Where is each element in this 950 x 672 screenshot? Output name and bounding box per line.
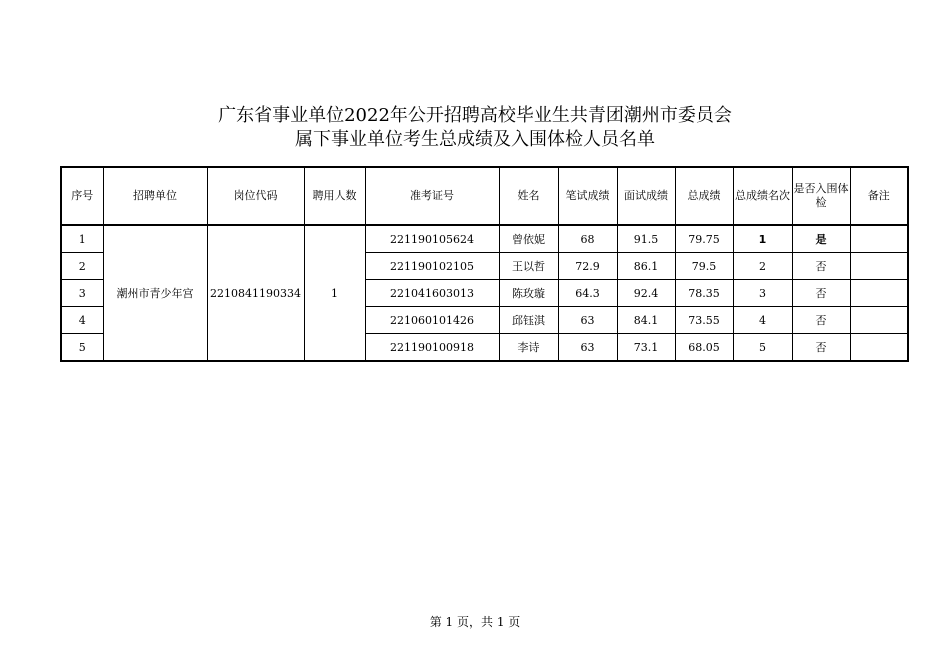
- header-total: 总成绩: [675, 167, 733, 225]
- header-interview: 面试成绩: [617, 167, 675, 225]
- cell-written: 63: [558, 307, 617, 334]
- cell-remark: [850, 334, 908, 362]
- cell-hire-count: 1: [304, 225, 365, 361]
- cell-total: 79.75: [675, 225, 733, 253]
- cell-ticket: 221041603013: [365, 280, 499, 307]
- cell-physical: 否: [792, 280, 850, 307]
- cell-rank: 1: [733, 225, 792, 253]
- cell-ticket: 221060101426: [365, 307, 499, 334]
- cell-remark: [850, 225, 908, 253]
- cell-physical: 否: [792, 307, 850, 334]
- table-row: [61, 225, 908, 253]
- cell-interview: 91.5: [617, 225, 675, 253]
- document-title-line-2: 属下事业单位考生总成绩及入围体检人员名单: [295, 129, 655, 150]
- cell-name: 李诗: [499, 334, 558, 362]
- header-remark: 备注: [850, 167, 908, 225]
- cell-seq: 5: [61, 334, 103, 362]
- header-post-code: 岗位代码: [207, 167, 304, 225]
- cell-written: 72.9: [558, 253, 617, 280]
- cell-rank: 5: [733, 334, 792, 362]
- cell-seq: 2: [61, 253, 103, 280]
- page-number-footer: 第 1 页，共 1 页: [429, 615, 521, 629]
- cell-total: 78.35: [675, 280, 733, 307]
- cell-written: 64.3: [558, 280, 617, 307]
- cell-interview: 92.4: [617, 280, 675, 307]
- cell-interview: 86.1: [617, 253, 675, 280]
- cell-physical: 是: [792, 225, 850, 253]
- cell-interview: 73.1: [617, 334, 675, 362]
- header-rank: 总成绩名次: [733, 167, 792, 225]
- header-name: 姓名: [499, 167, 558, 225]
- cell-rank: 4: [733, 307, 792, 334]
- cell-remark: [850, 280, 908, 307]
- header-seq: 序号: [61, 167, 103, 225]
- header-physical: 是否入围体检: [792, 167, 850, 225]
- cell-seq: 3: [61, 280, 103, 307]
- cell-interview: 84.1: [617, 307, 675, 334]
- cell-remark: [850, 253, 908, 280]
- cell-name: 邱钰淇: [499, 307, 558, 334]
- cell-physical: 否: [792, 334, 850, 362]
- cell-physical: 否: [792, 253, 850, 280]
- cell-name: 王以哲: [499, 253, 558, 280]
- cell-name: 曾依妮: [499, 225, 558, 253]
- cell-post-code: 2210841190334: [207, 225, 304, 361]
- cell-seq: 1: [61, 225, 103, 253]
- header-hire-count: 聘用人数: [304, 167, 365, 225]
- cell-rank: 3: [733, 280, 792, 307]
- cell-ticket: 221190100918: [365, 334, 499, 362]
- cell-remark: [850, 307, 908, 334]
- header-ticket: 准考证号: [365, 167, 499, 225]
- header-unit: 招聘单位: [103, 167, 207, 225]
- results-table: [60, 166, 909, 362]
- cell-unit: 潮州市青少年宫: [103, 225, 207, 361]
- cell-total: 73.55: [675, 307, 733, 334]
- cell-name: 陈玫璇: [499, 280, 558, 307]
- cell-written: 68: [558, 225, 617, 253]
- document-title-line-1: 广东省事业单位2022年公开招聘高校毕业生共青团潮州市委员会: [218, 105, 732, 126]
- cell-ticket: 221190102105: [365, 253, 499, 280]
- cell-rank: 2: [733, 253, 792, 280]
- table-header-row: [61, 167, 908, 225]
- cell-seq: 4: [61, 307, 103, 334]
- cell-written: 63: [558, 334, 617, 362]
- cell-ticket: 221190105624: [365, 225, 499, 253]
- cell-total: 79.5: [675, 253, 733, 280]
- header-written: 笔试成绩: [558, 167, 617, 225]
- cell-total: 68.05: [675, 334, 733, 362]
